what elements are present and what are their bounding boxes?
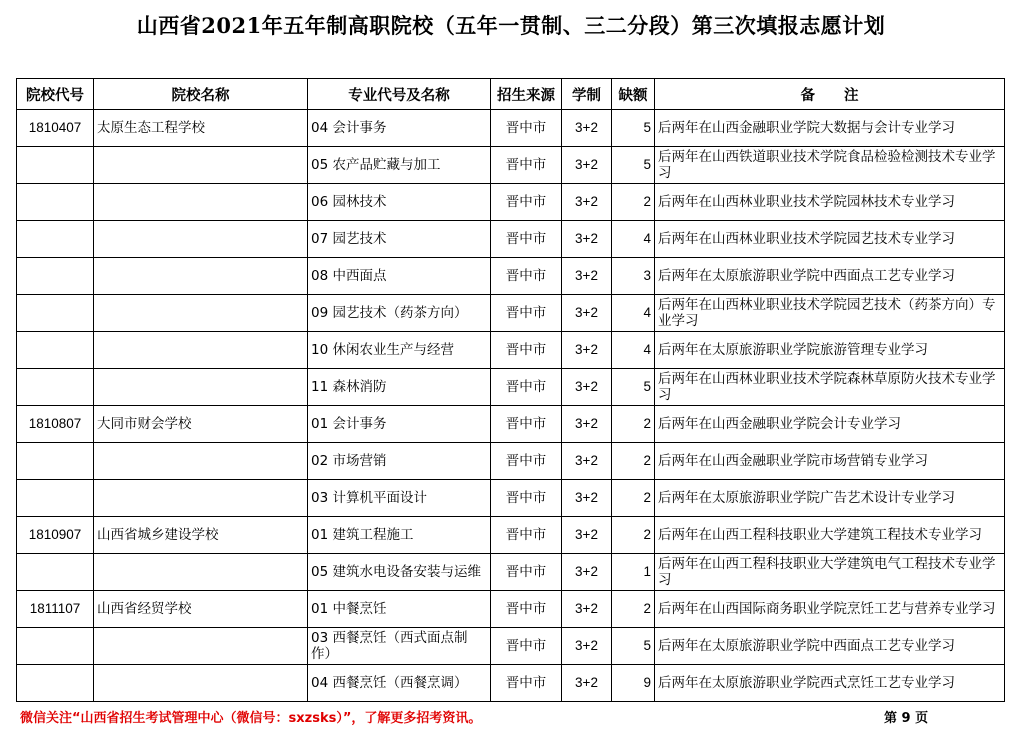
length-cell: 3+2 — [562, 591, 612, 628]
major-cell: 07 园艺技术 — [308, 221, 491, 258]
note-cell: 后两年在山西金融职业学院市场营销专业学习 — [655, 443, 1005, 480]
major-cell: 03 计算机平面设计 — [308, 480, 491, 517]
table-row — [17, 443, 1005, 480]
length-cell: 3+2 — [562, 258, 612, 295]
table-row — [17, 369, 1005, 406]
quota-cell: 1 — [612, 554, 655, 591]
source-cell: 晋中市 — [491, 332, 562, 369]
major-cell: 01 会计事务 — [308, 406, 491, 443]
length-cell: 3+2 — [562, 480, 612, 517]
table-row — [17, 110, 1005, 147]
quota-cell: 4 — [612, 295, 655, 332]
table-row — [17, 554, 1005, 591]
note-cell: 后两年在山西铁道职业技术学院食品检验检测技术专业学习 — [655, 147, 1005, 184]
length-cell: 3+2 — [562, 110, 612, 147]
plan-table — [16, 78, 1005, 702]
school-name-cell — [94, 332, 308, 369]
table-row — [17, 591, 1005, 628]
column-header-code: 院校代号 — [17, 79, 94, 110]
school-name-cell — [94, 147, 308, 184]
length-cell: 3+2 — [562, 221, 612, 258]
school-name-cell — [94, 554, 308, 591]
length-cell: 3+2 — [562, 554, 612, 591]
note-cell: 后两年在山西工程科技职业大学建筑工程技术专业学习 — [655, 517, 1005, 554]
quota-cell: 4 — [612, 332, 655, 369]
school-code-cell — [17, 628, 94, 665]
length-cell: 3+2 — [562, 147, 612, 184]
source-cell: 晋中市 — [491, 517, 562, 554]
length-cell: 3+2 — [562, 517, 612, 554]
note-cell: 后两年在太原旅游职业学院广告艺术设计专业学习 — [655, 480, 1005, 517]
school-code-cell — [17, 184, 94, 221]
table-row — [17, 665, 1005, 702]
note-cell: 后两年在山西金融职业学院大数据与会计专业学习 — [655, 110, 1005, 147]
school-code-cell — [17, 258, 94, 295]
wechat-notice: 微信关注“山西省招生考试管理中心（微信号：sxzsks）”，了解更多招考资讯。 — [20, 711, 482, 726]
length-cell: 3+2 — [562, 628, 612, 665]
school-code-cell — [17, 554, 94, 591]
note-cell: 后两年在山西林业职业技术学院园艺技术（药茶方向）专业学习 — [655, 295, 1005, 332]
note-cell: 后两年在山西林业职业技术学院园林技术专业学习 — [655, 184, 1005, 221]
school-name-cell — [94, 665, 308, 702]
table-row — [17, 480, 1005, 517]
table-row — [17, 628, 1005, 665]
page-title: 山西省2021年五年制高职院校（五年一贯制、三二分段）第三次填报志愿计划 — [136, 13, 886, 38]
major-cell: 04 会计事务 — [308, 110, 491, 147]
note-cell: 后两年在山西工程科技职业大学建筑电气工程技术专业学习 — [655, 554, 1005, 591]
major-cell: 10 休闲农业生产与经营 — [308, 332, 491, 369]
school-name-cell — [94, 480, 308, 517]
school-code-cell — [17, 147, 94, 184]
quota-cell: 9 — [612, 665, 655, 702]
school-code-cell — [17, 443, 94, 480]
school-name-cell — [94, 369, 308, 406]
major-cell: 11 森林消防 — [308, 369, 491, 406]
note-cell: 后两年在山西金融职业学院会计专业学习 — [655, 406, 1005, 443]
school-name-cell — [94, 628, 308, 665]
quota-cell: 5 — [612, 110, 655, 147]
table-header-row — [17, 79, 1005, 110]
source-cell: 晋中市 — [491, 406, 562, 443]
source-cell: 晋中市 — [491, 628, 562, 665]
major-cell: 04 西餐烹饪（西餐烹调） — [308, 665, 491, 702]
school-name-cell — [94, 295, 308, 332]
length-cell: 3+2 — [562, 295, 612, 332]
length-cell: 3+2 — [562, 332, 612, 369]
major-cell: 01 中餐烹饪 — [308, 591, 491, 628]
note-cell: 后两年在太原旅游职业学院旅游管理专业学习 — [655, 332, 1005, 369]
source-cell: 晋中市 — [491, 110, 562, 147]
table-row — [17, 258, 1005, 295]
major-cell: 02 市场营销 — [308, 443, 491, 480]
note-cell: 后两年在太原旅游职业学院西式烹饪工艺专业学习 — [655, 665, 1005, 702]
table-row — [17, 517, 1005, 554]
source-cell: 晋中市 — [491, 480, 562, 517]
note-cell: 后两年在太原旅游职业学院中西面点工艺专业学习 — [655, 628, 1005, 665]
school-name-cell: 大同市财会学校 — [94, 406, 308, 443]
source-cell: 晋中市 — [491, 591, 562, 628]
school-name-cell — [94, 258, 308, 295]
source-cell: 晋中市 — [491, 665, 562, 702]
major-cell: 05 农产品贮藏与加工 — [308, 147, 491, 184]
quota-cell: 2 — [612, 184, 655, 221]
source-cell: 晋中市 — [491, 184, 562, 221]
school-name-cell — [94, 184, 308, 221]
source-cell: 晋中市 — [491, 258, 562, 295]
school-code-cell — [17, 221, 94, 258]
source-cell: 晋中市 — [491, 443, 562, 480]
quota-cell: 2 — [612, 443, 655, 480]
school-name-cell: 山西省经贸学校 — [94, 591, 308, 628]
source-cell: 晋中市 — [491, 147, 562, 184]
length-cell: 3+2 — [562, 665, 612, 702]
note-cell: 后两年在山西林业职业技术学院森林草原防火技术专业学习 — [655, 369, 1005, 406]
school-name-cell: 山西省城乡建设学校 — [94, 517, 308, 554]
table-row — [17, 221, 1005, 258]
school-code-cell: 1811107 — [17, 591, 94, 628]
quota-cell: 5 — [612, 628, 655, 665]
school-code-cell: 1810907 — [17, 517, 94, 554]
length-cell: 3+2 — [562, 443, 612, 480]
school-code-cell — [17, 480, 94, 517]
column-header-quota: 缺额 — [612, 79, 655, 110]
school-name-cell — [94, 221, 308, 258]
source-cell: 晋中市 — [491, 221, 562, 258]
table-row — [17, 332, 1005, 369]
major-cell: 06 园林技术 — [308, 184, 491, 221]
source-cell: 晋中市 — [491, 554, 562, 591]
length-cell: 3+2 — [562, 184, 612, 221]
table-body — [17, 110, 1005, 702]
table-row — [17, 295, 1005, 332]
note-cell: 后两年在山西林业职业技术学院园艺技术专业学习 — [655, 221, 1005, 258]
quota-cell: 2 — [612, 517, 655, 554]
quota-cell: 2 — [612, 406, 655, 443]
school-code-cell — [17, 369, 94, 406]
major-cell: 01 建筑工程施工 — [308, 517, 491, 554]
source-cell: 晋中市 — [491, 369, 562, 406]
note-cell: 后两年在山西国际商务职业学院烹饪工艺与营养专业学习 — [655, 591, 1005, 628]
table-row — [17, 184, 1005, 221]
table-row — [17, 147, 1005, 184]
major-cell: 08 中西面点 — [308, 258, 491, 295]
length-cell: 3+2 — [562, 369, 612, 406]
major-cell: 05 建筑水电设备安装与运维 — [308, 554, 491, 591]
quota-cell: 2 — [612, 480, 655, 517]
table-row — [17, 406, 1005, 443]
note-cell: 后两年在太原旅游职业学院中西面点工艺专业学习 — [655, 258, 1005, 295]
column-header-source: 招生来源 — [491, 79, 562, 110]
column-header-major: 专业代号及名称 — [308, 79, 491, 110]
school-code-cell: 1810807 — [17, 406, 94, 443]
column-header-note: 备 注 — [655, 79, 1005, 110]
quota-cell: 4 — [612, 221, 655, 258]
quota-cell: 2 — [612, 591, 655, 628]
quota-cell: 5 — [612, 369, 655, 406]
school-code-cell — [17, 295, 94, 332]
page-number: 第 9 页 — [884, 711, 929, 726]
quota-cell: 5 — [612, 147, 655, 184]
school-code-cell — [17, 332, 94, 369]
school-name-cell: 太原生态工程学校 — [94, 110, 308, 147]
school-name-cell — [94, 443, 308, 480]
major-cell: 09 园艺技术（药茶方向） — [308, 295, 491, 332]
quota-cell: 3 — [612, 258, 655, 295]
school-code-cell — [17, 665, 94, 702]
length-cell: 3+2 — [562, 406, 612, 443]
major-cell: 03 西餐烹饪（西式面点制作） — [308, 628, 491, 665]
column-header-length: 学制 — [562, 79, 612, 110]
column-header-school: 院校名称 — [94, 79, 308, 110]
source-cell: 晋中市 — [491, 295, 562, 332]
school-code-cell: 1810407 — [17, 110, 94, 147]
